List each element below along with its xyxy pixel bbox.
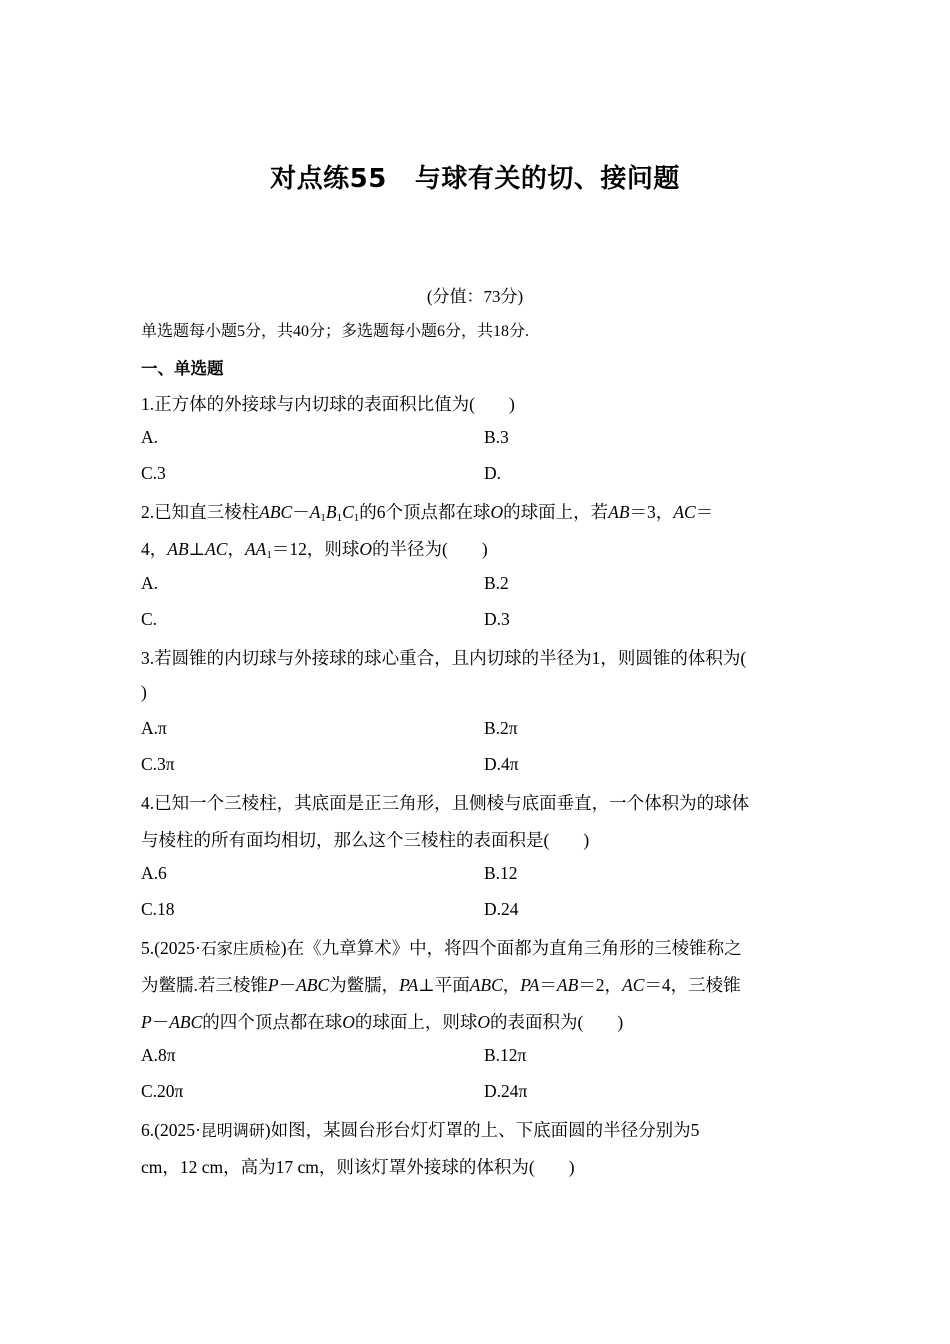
q2-text-j: 的半径为( (372, 539, 448, 559)
math-sub: 1 (266, 549, 272, 561)
math-ac: AC (622, 975, 645, 995)
q4-text: 与棱柱的所有面均相切，那么这个三棱柱的表面积是( (141, 830, 550, 850)
instructions: 单选题每小题5分，共40分；多选题每小题6分，共18分. (141, 323, 530, 340)
math-abc: ABC (296, 975, 330, 995)
q5-source: 石家庄质检 (200, 941, 281, 958)
q5-line2-seg (141, 972, 741, 997)
math-sub: 1 (353, 512, 360, 524)
q2-text-g: ⊥ (188, 539, 206, 559)
question-4-option-b: B.12 (484, 863, 518, 883)
q5-text-g: ＝ (539, 975, 557, 995)
question-1-close: ) (508, 394, 515, 414)
math-o: O (490, 502, 504, 522)
math-abc: ABC (169, 1012, 203, 1032)
math-ab: AB (556, 975, 579, 995)
q5-text-h: ＝2， (578, 975, 623, 995)
question-2-stem-line-1 (141, 499, 811, 524)
q2-text-c: 的球面上，若 (503, 502, 609, 522)
math-pa: PA (520, 975, 540, 995)
section-heading-single-choice: 一、单选题 (141, 359, 224, 378)
q5-close: ) (617, 1012, 624, 1032)
math-p: P (141, 1012, 152, 1032)
q5-text-i: ＝4，三棱锥 (644, 975, 741, 995)
q5-text-e: ⊥平面 (418, 975, 470, 995)
math-abc: ABC (469, 975, 503, 995)
question-3-option-d: D.4π (484, 754, 519, 774)
q6-close: ) (568, 1157, 575, 1177)
question-4-option-d: D.24 (484, 899, 519, 919)
question-2-option-b: B.2 (484, 573, 509, 593)
title-topic: 与球有关的切、接问题 (414, 164, 680, 194)
question-5-option-a: A.8π (141, 1045, 176, 1065)
math-aa: AA (244, 539, 267, 559)
math-minus: － (278, 975, 297, 995)
question-1-option-c: C.3 (141, 463, 166, 483)
math-ac: AC (673, 502, 696, 522)
q5-text-d: 为鳖臑， (329, 975, 400, 995)
q2-text-a: 2.已知直三棱柱 (141, 502, 260, 522)
math-minus: － (151, 1012, 170, 1032)
math-o: O (359, 539, 373, 559)
q5-text-l: 的表面积为( (490, 1012, 584, 1032)
question-4-option-a: A.6 (141, 863, 167, 883)
math-pa: PA (399, 975, 419, 995)
score-note: (分值：73分) (426, 287, 524, 306)
q5-text-f: ， (502, 975, 521, 995)
question-1-option-d: D. (484, 463, 502, 483)
question-3-option-b: B.2π (484, 718, 518, 738)
q2-text-h: ， (227, 539, 245, 559)
question-5-stem-line-2 (141, 972, 811, 997)
q6-text-c: cm，12 cm，高为17 cm，则该灯罩外接球的体积为( (141, 1157, 535, 1177)
q2-text-i: ＝12，则球 (271, 539, 360, 559)
page-title (0, 158, 950, 195)
math-ab: AB (608, 502, 630, 522)
question-5-stem-line-1 (141, 935, 742, 960)
question-3-option-c: C.3π (141, 754, 175, 774)
title-number: 对点练55 (270, 164, 387, 194)
question-1-stem (141, 391, 515, 416)
question-5-stem-line-3 (141, 1009, 623, 1034)
q6-line1-seg (141, 1117, 699, 1142)
q2-seg-1 (141, 499, 713, 524)
q2-text-b: 的6个顶点都在球 (359, 502, 491, 522)
math-p: P (267, 975, 279, 995)
question-2-option-d: D.3 (484, 609, 510, 629)
math-o: O (342, 1012, 355, 1032)
q5-text-k: 的球面上，则球 (354, 1012, 478, 1032)
q2-text-e: ＝ (695, 502, 714, 522)
math-ac: AC (205, 539, 228, 559)
q2-text-d: ＝3， (629, 502, 674, 522)
math-abc: ABC (259, 502, 293, 522)
math-ab: AB (167, 539, 189, 559)
q5-text-j: 的四个顶点都在球 (202, 1012, 343, 1032)
question-5-option-c: C.20π (141, 1081, 184, 1101)
question-2-option-c: C. (141, 609, 158, 629)
question-1-option-a: A. (141, 427, 159, 447)
question-6-stem-line-1 (141, 1117, 811, 1142)
question-1-option-b: B.3 (484, 427, 509, 447)
math-a: A (309, 502, 321, 522)
question-3-stem-line-1: 3.若圆锥的内切球与外接球的球心重合，且内切球的半径为1，则圆锥的体积为( (141, 648, 747, 668)
q5-text-b: )在《九章算术》中，将四个面都为直角三角形的三棱锥称之 (280, 938, 742, 958)
question-1-text: 1.正方体的外接球与内切球的表面积比值为( (141, 394, 475, 414)
q2-text-f: 4， (141, 539, 168, 559)
question-2-option-a: A. (141, 573, 159, 593)
math-sub: 1 (320, 512, 326, 524)
q6-text-a: 6.(2025· (141, 1120, 201, 1140)
question-4-option-c: C.18 (141, 899, 175, 919)
question-3-stem-line-2: ) (141, 682, 147, 702)
question-6-stem-line-2 (141, 1154, 575, 1179)
math-o: O (477, 1012, 491, 1032)
question-4-stem-line-2 (141, 827, 589, 852)
q4-close: ) (583, 830, 590, 850)
math-minus: － (292, 502, 310, 522)
q5-text-c: 为鳖臑.若三棱锥 (141, 975, 268, 995)
q6-text-b: )如图，某圆台形台灯灯罩的上、下底面圆的半径分别为5 (264, 1120, 700, 1140)
question-2-stem-line-2 (141, 536, 488, 561)
math-b: B (325, 502, 337, 522)
question-3-option-a: A.π (141, 718, 167, 738)
question-5-option-d: D.24π (484, 1081, 528, 1101)
math-c: C (342, 502, 354, 522)
question-5-option-b: B.12π (484, 1045, 527, 1065)
question-4-stem-line-1: 4.已知一个三棱柱，其底面是正三角形，且侧棱与底面垂直，一个体积为的球体 (141, 793, 750, 813)
q5-text-a: 5.(2025· (141, 938, 201, 958)
q2-close: ) (481, 539, 488, 559)
math-sub: 1 (336, 512, 343, 524)
q6-source: 昆明调研 (200, 1123, 265, 1140)
